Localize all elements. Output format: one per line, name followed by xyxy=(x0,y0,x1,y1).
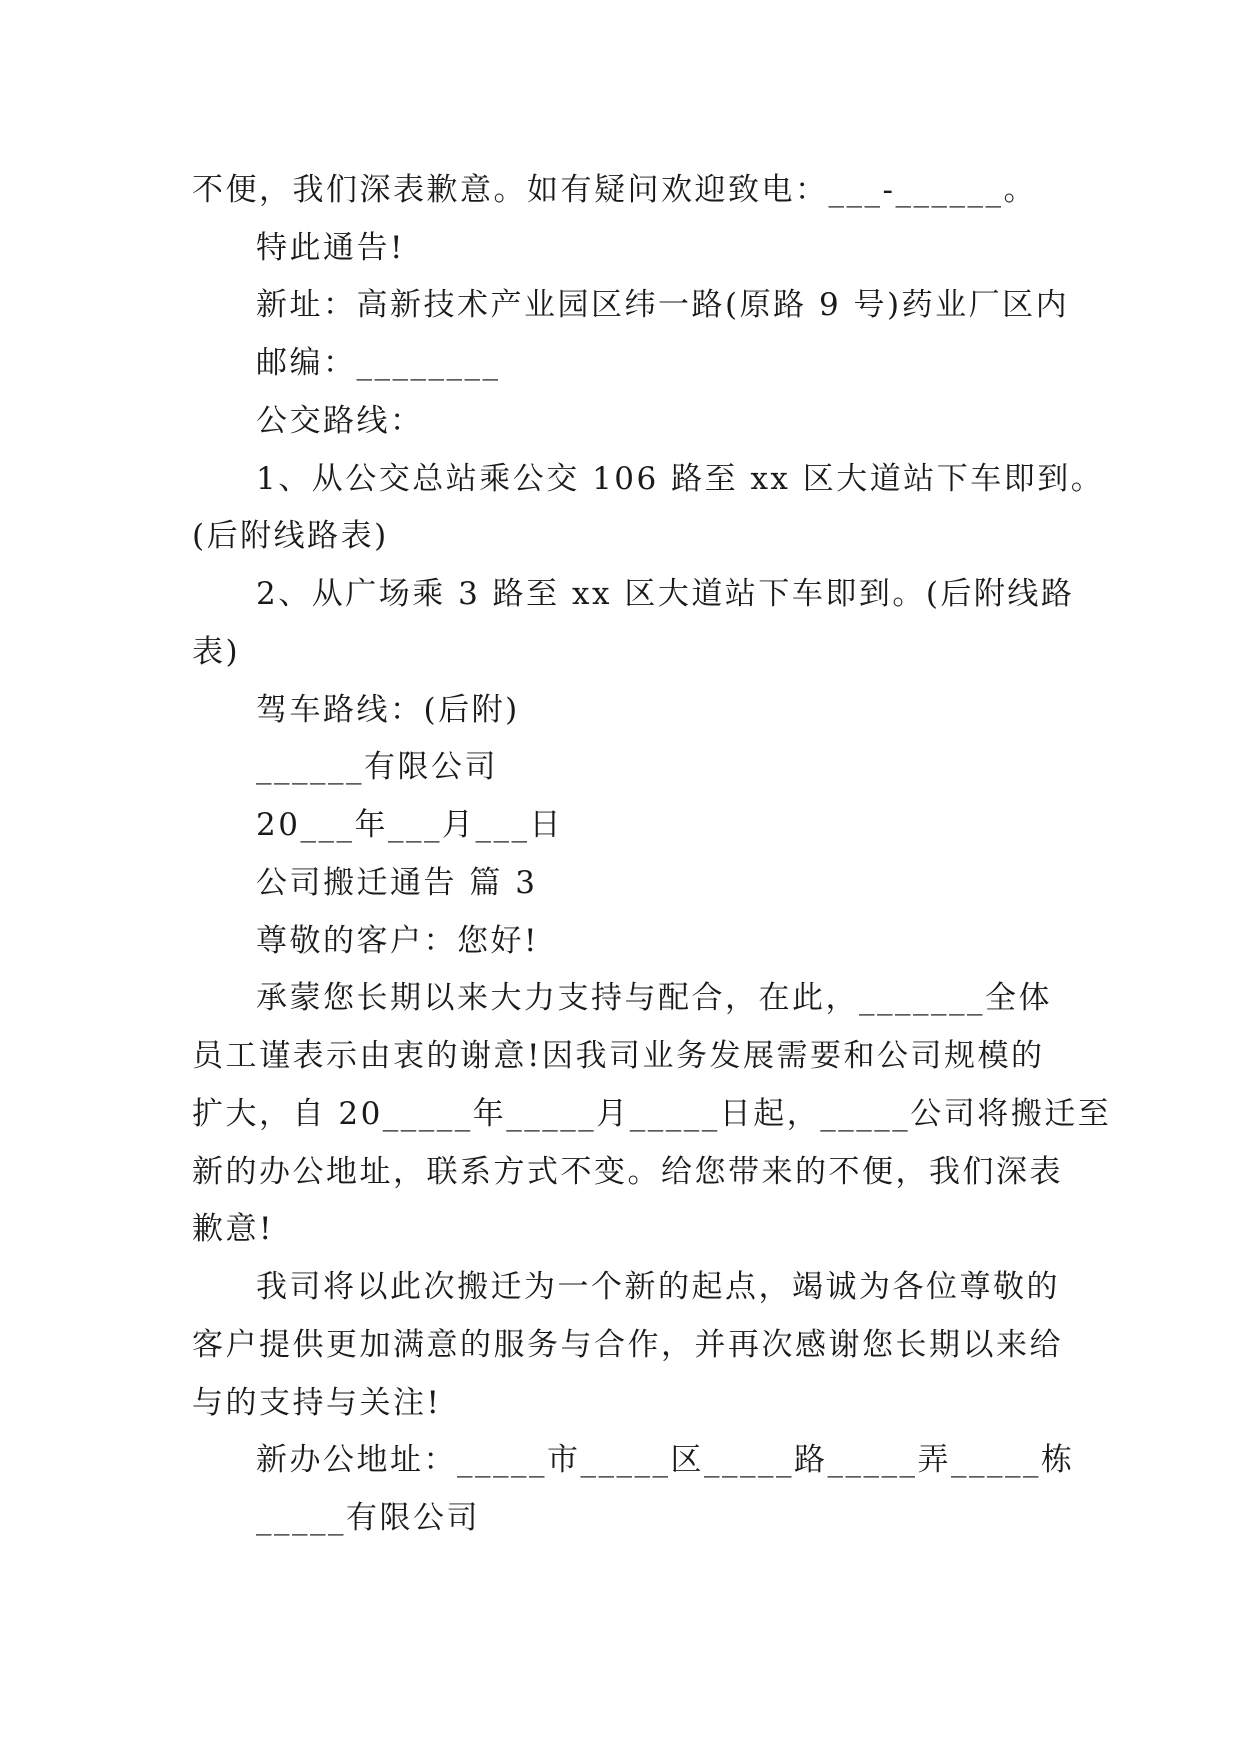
text-line: 与的支持与关注! xyxy=(192,1385,442,1421)
text-line: 特此通告! xyxy=(256,230,405,266)
text-line: 新办公地址：_____市_____区_____路_____弄_____栋 xyxy=(256,1442,1075,1478)
text-line: _____有限公司 xyxy=(256,1500,480,1536)
text-line: 表) xyxy=(192,634,241,670)
text-line: 20___年___月___日 xyxy=(256,807,563,843)
text-line: 驾车路线：(后附) xyxy=(256,692,520,728)
text-line: 1、从公交总站乘公交 106 路至 xx 区大道站下车即到。 xyxy=(256,461,1105,497)
text-line: 扩大，自 20_____年_____月_____日起，_____公司将搬迁至 xyxy=(192,1096,1112,1132)
text-line: 歉意! xyxy=(192,1211,274,1247)
text-line: 新的办公地址，联系方式不变。给您带来的不便，我们深表 xyxy=(192,1154,1063,1190)
text-line: (后附线路表) xyxy=(192,518,389,554)
text-line: 承蒙您长期以来大力支持与配合，在此，_______全体 xyxy=(256,980,1052,1016)
text-line: 新址：高新技术产业园区纬一路(原路 9 号)药业厂区内 xyxy=(256,287,1070,323)
text-line: 我司将以此次搬迁为一个新的起点，竭诚为各位尊敬的 xyxy=(256,1269,1060,1305)
text-line: 员工谨表示由衷的谢意!因我司业务发展需要和公司规模的 xyxy=(192,1038,1045,1074)
section-heading: 公司搬迁通告 篇 3 xyxy=(256,865,538,901)
text-line: 邮编：________ xyxy=(256,345,501,381)
text-line: 尊敬的客户：您好! xyxy=(256,923,539,959)
text-line: ______有限公司 xyxy=(256,749,498,785)
text-line: 客户提供更加满意的服务与合作，并再次感谢您长期以来给 xyxy=(192,1327,1063,1363)
text-line: 不便，我们深表歉意。如有疑问欢迎致电：___-______。 xyxy=(192,172,1037,208)
text-line: 公交路线： xyxy=(256,403,424,439)
text-line: 2、从广场乘 3 路至 xx 区大道站下车即到。(后附线路 xyxy=(256,576,1075,612)
